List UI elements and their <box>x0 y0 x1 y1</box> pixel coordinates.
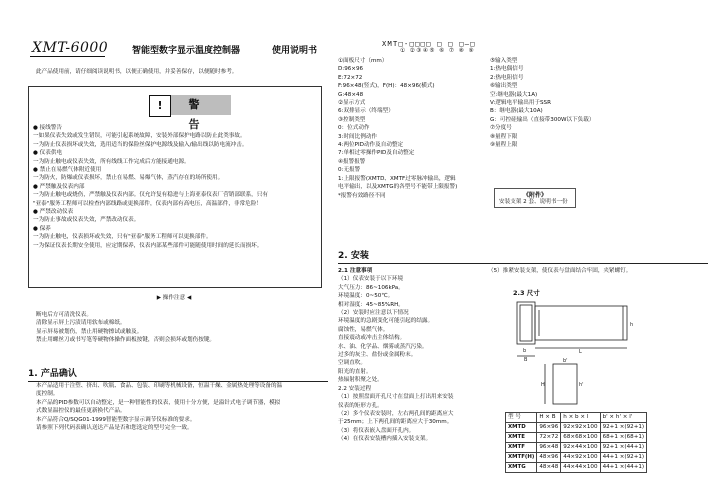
spec-line: G:48×48 <box>338 91 364 98</box>
svg-text:B: B <box>524 357 528 363</box>
spec-line: ③控制类型 <box>338 116 366 123</box>
intro-text: 此产品使用前，请仔细阅读说明书，以便正确使用，并妥善保存，以便随时参考。 <box>36 69 238 75</box>
column-header: 型 号 <box>506 413 537 423</box>
paragraph-line: 本产品的PID参数可以自动整定，是一种智能性的仪表，使用十分方便，是溢针式电子调节器，模拟 <box>36 399 281 406</box>
install-line: （4）在仪表安装槽内插入安装支架。 <box>338 436 432 443</box>
install-step-5: （5）推紧安装支架，使仪表与盘面结合牢固，夹紧螺钉。 <box>488 268 632 274</box>
paragraph-line: 请参照下列代码表确认送达产品是否和您选定的型号完全一致。 <box>36 425 193 432</box>
table-row <box>506 443 647 453</box>
install-line: 热辐射积聚之处。 <box>338 377 383 384</box>
table-cell: 44×92×100 <box>561 453 600 463</box>
install-line: 过多的灰尘、盐份或金属粉末。 <box>338 352 417 359</box>
svg-text:b: b <box>523 348 527 354</box>
table-row <box>506 463 647 473</box>
accessory-note <box>494 188 576 208</box>
install-line: 环境温度：0~50℃。 <box>338 293 394 300</box>
document-title: 智能型数字显示温度控制器 <box>132 46 241 56</box>
spec-line: 6:双排显示（终端型） <box>338 108 394 115</box>
svg-text:h: h <box>630 322 634 328</box>
dimensions-heading: 2.3 尺寸 <box>513 289 540 297</box>
model-name: XMT-6000 <box>32 40 109 56</box>
warning-line: 一为保证仪表长期安全使用，应定期保养，仪表内部某些部件可能随使用时间的延长而损坏。 <box>33 242 263 249</box>
table-cell: XMTG <box>506 463 537 473</box>
section-title: 2. 安装 <box>338 251 369 261</box>
operation-note-heading: ▶ 操作注意 ◀ <box>156 295 192 301</box>
side-view-body <box>535 306 627 340</box>
warning-line: ● 严禁改动仪表 <box>33 209 74 216</box>
paragraph-line: 本产品适用于注塑、挤出、吹瓶、食品、包装、印刷等机械设备，恒温干燥、金属热处理等设备的温 <box>36 383 283 389</box>
spec-line: G：可控硅输出（直接带300W以下负载） <box>490 116 595 123</box>
warning-heading <box>149 95 249 131</box>
table-cell: 44+1 ×(92+1) <box>600 453 647 463</box>
document-subtitle: 使用说明书 <box>272 46 318 56</box>
model-code: XMT□-□□□□ □ □ □—□ <box>382 40 476 48</box>
table-header-row <box>506 413 647 423</box>
spec-line: 0：位式动作 <box>338 125 370 132</box>
table-row <box>506 433 647 443</box>
install-line: 于25mm；上下两孔间的距离应大于30mm。 <box>338 419 453 426</box>
spec-list-left <box>338 57 457 200</box>
spec-line: D:96×96 <box>338 66 364 73</box>
install-line: 阳光的直射。 <box>338 368 372 375</box>
install-line: （1）按照盘面开孔尺寸在盘面上打出用来安装 <box>338 394 454 401</box>
warning-line: ● 保养 <box>33 225 51 232</box>
table-cell: 92+1 ×(92+1) <box>600 423 647 433</box>
model-code-positions: ① ②③④⑤ ⑥ ⑦ ⑧ ⑨ <box>400 48 476 54</box>
spec-line: ⑧量程下限 <box>490 133 518 140</box>
spec-line: ⑨量程上限 <box>490 142 518 149</box>
svg-text:h': h' <box>579 382 584 388</box>
table-cell: 92×92×100 <box>561 423 600 433</box>
table-cell: XMTF(H) <box>506 453 537 463</box>
spec-line: 0:无报警 <box>338 167 361 174</box>
spec-line: 3:时间比例动作 <box>338 133 378 140</box>
table-cell: XMTF <box>506 443 537 453</box>
spec-line: 1:热电偶信号 <box>490 66 524 73</box>
note-line: 断电后方可清洗仪表。 <box>36 312 92 318</box>
install-line: （3）将仪表嵌入盘面开孔内。 <box>338 427 415 434</box>
warning-title: 警 告 <box>171 95 231 115</box>
install-line: 直接震动或冲击主体结构。 <box>338 335 406 342</box>
spec-line: ⑥输出类型 <box>490 83 518 90</box>
accessory-body: 安装支架 2 套、说明书一份 <box>499 199 568 205</box>
spec-line: 空:继电器(最大1A) <box>490 91 538 98</box>
warning-list <box>33 124 268 250</box>
warning-line: 一为防火，防爆或仪表损坏，禁止在易燃、易爆气体，蒸汽存在的场所使用。 <box>33 175 224 182</box>
note-line: 显示屏易被划伤，禁止用硬物擦试或触及。 <box>36 328 143 335</box>
warning-line: ● 禁止在易燃气体附近使用 <box>33 167 102 174</box>
section-rule <box>338 263 708 264</box>
table-cell: 72×72 <box>537 433 561 443</box>
section-1-heading <box>28 366 328 382</box>
warning-line: 一如果仪表失效或发生错误，可能引起系统故障，安装外部保护电路以防止此类事故。 <box>33 133 246 140</box>
table-cell: 96×48 <box>537 443 561 453</box>
install-line: 环境温度的急剧变化可能引起的结露。 <box>338 318 434 325</box>
operation-notes <box>36 311 215 345</box>
warning-line: 一为防止仪表损坏或失效，选用适当的保险丝保护电源线及输入/输出线以防电流冲击。 <box>33 141 248 148</box>
table-cell: 68×68×100 <box>561 433 600 443</box>
subsection-title: 2.1 注意事项 <box>338 268 373 274</box>
spec-line: ②显示方式 <box>338 100 366 107</box>
install-line: 水、油、化学品、烟雾或蒸汽污染。 <box>338 343 428 350</box>
table-cell: 48×96 <box>537 453 561 463</box>
paragraph-line: 本产品符合Q/SQG01-1999智能型数字显示调节仪标准的要求。 <box>36 416 196 423</box>
spec-line: 2:热电阻信号 <box>490 74 524 81</box>
dimension-drawing <box>505 298 705 410</box>
warning-line: 一为防止触电或烧伤，严禁触及仪表内部。仅允许复有稳进与上海亚泰仪表厂营销部联系，只有 <box>33 192 268 199</box>
warning-line: 一为防止触电或仪表失效，所有线线工作完成后方能接通电源。 <box>33 158 190 165</box>
svg-text:b': b' <box>563 358 568 364</box>
paragraph-line: 度控制。 <box>36 391 59 398</box>
install-line: 大气压力：86~106kPa。 <box>338 284 404 291</box>
table-cell: 44×44×100 <box>561 463 600 473</box>
install-line: （2）多个仪表安装时，左右两孔间的距离应大 <box>338 410 454 417</box>
install-line: 腐蚀性，易燃气体。 <box>338 326 389 333</box>
dimension-table <box>505 412 647 473</box>
table-cell: XMTD <box>506 423 537 433</box>
warning-line: ● 接线警告 <box>33 125 63 131</box>
install-line: 仪表的矩形方孔。 <box>338 402 383 409</box>
note-line: 禁止用螺丝刀或书写笔等硬物体操作面板按键，否则会损坏或划伤按键。 <box>36 337 216 344</box>
spec-line: ⑤输入类型 <box>490 58 518 64</box>
install-line: 相对湿度：45~85%RH。 <box>338 301 404 308</box>
table-cell: XMTE <box>506 433 537 443</box>
table-cell: 92×44×100 <box>561 443 600 453</box>
table-row <box>506 453 647 463</box>
spec-line: V:逻辑电平输出用于SSR <box>490 100 551 107</box>
column-header: b' × h' × l' <box>600 413 647 423</box>
install-line: 空调直吹。 <box>338 360 366 367</box>
document-header <box>28 40 328 56</box>
column-header: h × b × l <box>561 413 600 423</box>
spec-line: ⑦分度号 <box>490 125 512 132</box>
install-line: （1）仪表安装于以下环境 <box>338 276 404 283</box>
spec-line: B：继电器(最大10A) <box>490 108 543 115</box>
spec-line: 4:两位PID动作及自动整定 <box>338 142 404 149</box>
panel-cutout <box>553 364 577 404</box>
table-cell: 44+1 ×(44+1) <box>600 463 647 473</box>
exclamation-icon: ! <box>149 95 171 117</box>
warning-line: ● 仪表供电 <box>33 150 63 157</box>
warning-box <box>28 86 322 288</box>
accessory-title: 《附件》 <box>522 192 547 199</box>
spec-list-right <box>490 57 594 149</box>
warning-line: 一为防止事故或仪表失效，严禁改动仪表。 <box>33 217 140 224</box>
section-title: 1. 产品确认 <box>28 369 77 379</box>
spec-line: 电平输出，以及XMTG的各型号不能带上限报警) <box>338 184 458 191</box>
spec-line: 1:上限报警(XMTD、XMTF过零脉冲输出，逻辑 <box>338 175 456 182</box>
spec-line: ④报警报警 <box>338 158 366 165</box>
note-line: 清除显示屏上污渍请用软布或棉纸。 <box>36 320 126 327</box>
table-cell: 48×48 <box>537 463 561 473</box>
warning-line: ● 严禁触及仪表内部 <box>33 183 85 190</box>
svg-text:L: L <box>579 349 582 355</box>
warning-line: 一为防止触电，仪表损坏或失效，只有"亚泰"服务工程师可以更换部件。 <box>33 234 212 241</box>
table-cell: 68+1 ×(68+1) <box>600 433 647 443</box>
paragraph-line: 式数显温控仪的最佳更新换代产品。 <box>36 408 126 415</box>
model-underline <box>30 56 105 57</box>
section-2-heading <box>338 248 708 264</box>
table-cell: 92+1 ×(44+1) <box>600 443 647 453</box>
install-notes <box>338 267 453 444</box>
svg-text:H: H <box>541 382 545 388</box>
spec-line: 7:单相过零操作PID及自动整定 <box>338 150 415 157</box>
spec-line: F:96×48(竖式)，F(H)：48×96(横式) <box>338 83 435 90</box>
spec-line: ①面板尺寸（mm） <box>338 58 388 64</box>
spec-line: E:72×72 <box>338 74 363 81</box>
install-line: （2）安装时应注意以下情况 <box>338 310 409 317</box>
table-row <box>506 423 647 433</box>
warning-line: "亚泰"服务工程师可以检查内部线路或更换部件，仪表内部有高电压，高温部件，非常危险！ <box>33 200 262 207</box>
install-line: 2.2 安装过程 <box>338 385 372 392</box>
column-header: H × B <box>537 413 561 423</box>
table-cell: 96×96 <box>537 423 561 433</box>
section-1-body <box>36 382 282 432</box>
spec-line: *报警有效路径不同 <box>338 192 386 199</box>
